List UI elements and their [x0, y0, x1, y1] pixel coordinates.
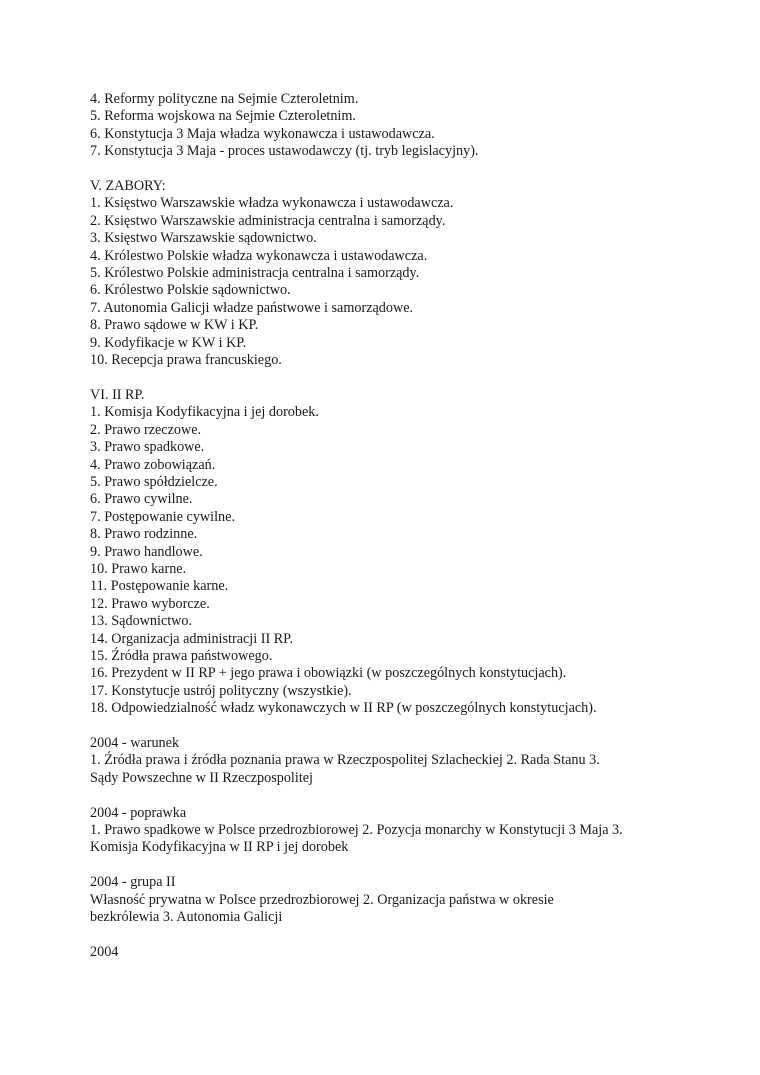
blank-line — [90, 161, 680, 178]
list-item: 3. Księstwo Warszawskie sądownictwo. — [90, 230, 317, 247]
list-item: 8. Prawo sądowe w KW i KP. — [90, 317, 259, 334]
exam-line: 1. Źródła prawa i źródła poznania prawa w Rzeczpospolitej Szlacheckiej 2. Rada Stanu 3. — [90, 752, 600, 769]
section-iv-list — [90, 91, 680, 161]
list-item: 12. Prawo wyborcze. — [90, 595, 210, 612]
list-item: 5. Królestwo Polskie administracja centralna i samorządy. — [90, 265, 420, 282]
exam-line: bezkrólewia 3. Autonomia Galicji — [90, 909, 283, 926]
list-item: 7. Autonomia Galicji władze państwowe i samorządowe. — [90, 299, 414, 316]
list-item: 14. Organizacja administracji II RP. — [90, 630, 294, 647]
list-item: 16. Prezydent w II RP + jego prawa i obowiązki (w poszczególnych konstytucjach). — [90, 665, 567, 682]
list-item: 11. Postępowanie karne. — [90, 578, 229, 595]
list-item: 5. Prawo spółdzielcze. — [90, 473, 218, 490]
list-item: 15. Źródła prawa państwowego. — [90, 647, 273, 664]
section-heading: VI. II RP. — [90, 386, 145, 403]
list-item: 4. Reformy polityczne na Sejmie Czteroletnim. — [90, 91, 359, 107]
blank-line — [90, 718, 680, 735]
list-item: 9. Prawo handlowe. — [90, 543, 203, 560]
list-item: 18. Odpowiedzialność władz wykonawczych w II RP (w poszczególnych konstytucjach). — [90, 700, 597, 717]
list-item: 7. Konstytucja 3 Maja - proces ustawodawczy (tj. tryb legislacyjny). — [90, 143, 479, 160]
list-item: 10. Prawo karne. — [90, 560, 187, 577]
exam-line: Sądy Powszechne w II Rzeczpospolitej — [90, 769, 313, 786]
list-item: 4. Królestwo Polskie władza wykonawcza i ustawodawcza. — [90, 247, 428, 264]
exam-heading: 2004 - warunek — [90, 734, 180, 751]
list-item: 2. Księstwo Warszawskie administracja centralna i samorządy. — [90, 212, 446, 229]
section-v — [90, 178, 680, 369]
list-item: 8. Prawo rodzinne. — [90, 526, 198, 543]
list-item: 1. Księstwo Warszawskie władza wykonawcza i ustawodawcza. — [90, 195, 454, 212]
exam-grupa-ii — [90, 874, 680, 926]
exam-line: Własność prywatna w Polsce przedrozbiorowej 2. Organizacja państwa w okresie — [90, 891, 554, 908]
exam-poprawka — [90, 805, 680, 857]
list-item: 9. Kodyfikacje w KW i KP. — [90, 334, 247, 351]
list-item: 1. Komisja Kodyfikacyjna i jej dorobek. — [90, 404, 319, 421]
list-item: 6. Królestwo Polskie sądownictwo. — [90, 282, 291, 299]
exam-line: Komisja Kodyfikacyjna w II RP i jej dorobek — [90, 839, 349, 856]
exam-heading: 2004 - grupa II — [90, 874, 176, 891]
list-item: 4. Prawo zobowiązań. — [90, 456, 216, 473]
list-item: 6. Prawo cywilne. — [90, 491, 193, 508]
list-item: 6. Konstytucja 3 Maja władza wykonawcza i ustawodawcza. — [90, 125, 435, 142]
blank-line — [90, 857, 680, 874]
list-item: 7. Postępowanie cywilne. — [90, 508, 235, 525]
section-heading: V. ZABORY: — [90, 178, 166, 195]
blank-line — [90, 787, 680, 804]
section-vi — [90, 387, 680, 718]
list-item: 2. Prawo rzeczowe. — [90, 421, 202, 438]
list-item: 17. Konstytucje ustrój polityczny (wszystkie). — [90, 682, 352, 699]
blank-line — [90, 926, 680, 943]
blank-line — [90, 369, 680, 386]
list-item: 13. Sądownictwo. — [90, 613, 193, 630]
exam-last — [90, 944, 680, 961]
list-item: 5. Reforma wojskowa na Sejmie Czteroletnim. — [90, 108, 356, 125]
exam-heading: 2004 - poprawka — [90, 804, 187, 821]
exam-warunek — [90, 735, 680, 787]
exam-heading: 2004 — [90, 943, 119, 960]
list-item: 3. Prawo spadkowe. — [90, 439, 205, 456]
list-item: 10. Recepcja prawa francuskiego. — [90, 352, 282, 369]
exam-line: 1. Prawo spadkowe w Polsce przedrozbiorowej 2. Pozycja monarchy w Konstytucji 3 Maja 3. — [90, 822, 623, 838]
